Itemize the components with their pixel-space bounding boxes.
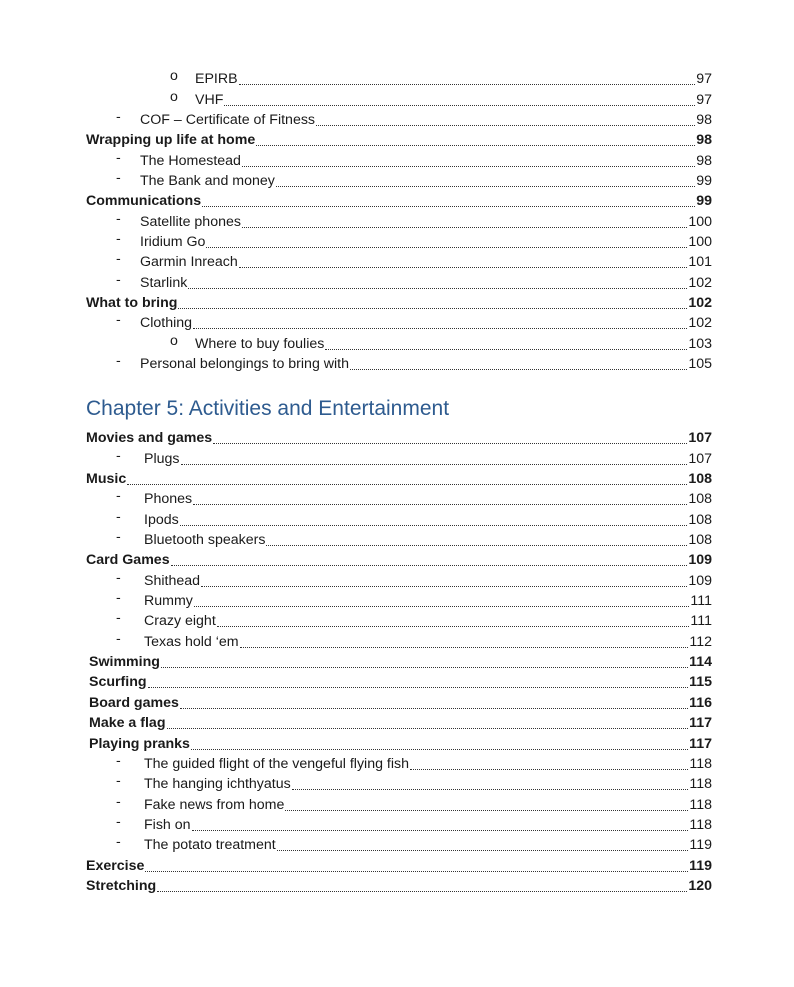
toc-entry-title: Clothing	[140, 315, 193, 332]
toc-dot-leader	[266, 544, 687, 546]
toc-entry-page-number: 118	[689, 816, 712, 833]
toc-entry[interactable]	[86, 88, 712, 108]
toc-entry[interactable]	[86, 549, 712, 569]
toc-dot-leader	[157, 890, 687, 892]
toc-entry-page-number: 107	[688, 430, 712, 447]
toc-dot-leader	[180, 707, 688, 709]
toc-entry-page-number: 108	[688, 471, 712, 488]
toc-block-chapter-5	[86, 427, 712, 895]
toc-dot-leader	[191, 748, 688, 750]
toc-dot-leader	[145, 870, 688, 872]
toc-entry-marker: -	[116, 630, 121, 647]
toc-dot-leader	[213, 442, 687, 444]
toc-entry[interactable]	[86, 332, 712, 352]
toc-entry-page-number: 101	[688, 254, 712, 271]
toc-entry-marker: -	[116, 529, 121, 546]
toc-entry[interactable]	[86, 447, 712, 467]
toc-entry[interactable]	[86, 569, 712, 589]
toc-entry-title: Board games	[89, 694, 179, 711]
toc-entry-title: The potato treatment	[144, 837, 276, 854]
toc-entry-title: Swimming	[89, 654, 160, 671]
toc-entry-page-number: 112	[689, 633, 712, 650]
toc-entry[interactable]	[86, 712, 712, 732]
toc-entry[interactable]	[86, 190, 712, 210]
toc-entry-title: Personal belongings to bring with	[140, 356, 350, 373]
toc-entry-marker: -	[116, 210, 121, 227]
toc-entry-marker: -	[116, 508, 121, 525]
toc-entry[interactable]	[86, 630, 712, 650]
toc-entry[interactable]	[86, 732, 712, 752]
toc-entry-page-number: 98	[696, 152, 712, 169]
toc-entry-page-number: 118	[689, 776, 712, 793]
toc-dot-leader	[240, 646, 689, 648]
toc-entry-title: Plugs	[144, 450, 180, 467]
toc-entry-marker: -	[116, 793, 121, 810]
toc-dot-leader	[325, 348, 687, 350]
toc-dot-leader	[256, 144, 695, 146]
toc-dot-leader	[148, 686, 689, 688]
toc-entry-marker: -	[116, 569, 121, 586]
toc-entry[interactable]	[86, 468, 712, 488]
toc-entry-title: Starlink	[140, 274, 188, 291]
toc-entry-title: VHF	[195, 91, 224, 108]
toc-entry-title: Playing pranks	[89, 735, 190, 752]
toc-dot-leader	[206, 246, 687, 248]
toc-entry-title: Rummy	[144, 593, 193, 610]
toc-entry[interactable]	[86, 854, 712, 874]
toc-entry-title: Card Games	[86, 552, 170, 569]
toc-entry-marker: -	[116, 231, 121, 248]
toc-entry[interactable]	[86, 427, 712, 447]
toc-entry-title: Scurfing	[89, 674, 147, 691]
toc-dot-leader	[188, 287, 687, 289]
toc-entry-title: What to bring	[86, 295, 178, 312]
toc-entry[interactable]	[86, 109, 712, 129]
toc-entry[interactable]	[86, 170, 712, 190]
toc-entry[interactable]	[86, 773, 712, 793]
toc-entry[interactable]	[86, 251, 712, 271]
toc-entry-page-number: 115	[689, 674, 712, 691]
toc-entry[interactable]	[86, 231, 712, 251]
toc-entry[interactable]	[86, 753, 712, 773]
toc-entry-marker: o	[170, 332, 178, 349]
toc-entry-page-number: 120	[688, 877, 712, 894]
toc-dot-leader	[178, 307, 687, 309]
toc-entry-marker: -	[116, 447, 121, 464]
toc-entry[interactable]	[86, 353, 712, 373]
toc-entry-title: Fake news from home	[144, 796, 285, 813]
toc-entry-title: Exercise	[86, 857, 145, 874]
toc-entry-marker: -	[116, 752, 121, 769]
toc-entry-marker: -	[116, 109, 121, 126]
toc-entry[interactable]	[86, 271, 712, 291]
toc-entry-page-number: 116	[689, 694, 712, 711]
toc-entry-page-number: 105	[688, 356, 712, 373]
toc-entry-title: Texas hold ‘em	[144, 633, 239, 650]
toc-entry[interactable]	[86, 129, 712, 149]
toc-entry-title: Movies and games	[86, 430, 213, 447]
toc-entry[interactable]	[86, 488, 712, 508]
toc-entry-marker: -	[116, 773, 121, 790]
toc-dot-leader	[316, 124, 695, 126]
toc-entry[interactable]	[86, 149, 712, 169]
toc-entry-marker: -	[116, 353, 121, 370]
toc-entry[interactable]	[86, 68, 712, 88]
toc-dot-leader	[181, 463, 688, 465]
toc-entry[interactable]	[86, 875, 712, 895]
toc-entry-page-number: 99	[696, 173, 712, 190]
toc-entry-title: Phones	[144, 491, 193, 508]
toc-dot-leader	[192, 829, 689, 831]
toc-dot-leader	[276, 185, 695, 187]
toc-entry-title: Ipods	[144, 511, 179, 528]
toc-dot-leader	[239, 83, 696, 85]
toc-entry-title: Fish on	[144, 816, 191, 833]
toc-entry-page-number: 102	[688, 315, 712, 332]
toc-entry-marker: -	[116, 170, 121, 187]
toc-dot-leader	[277, 849, 689, 851]
toc-dot-leader	[285, 809, 688, 811]
toc-entry-title: Crazy eight	[144, 613, 216, 630]
toc-entry-marker: -	[116, 610, 121, 627]
toc-entry-page-number: 114	[689, 654, 712, 671]
toc-dot-leader	[292, 788, 689, 790]
toc-entry-marker: -	[116, 813, 121, 830]
toc-entry-title: Garmin Inreach	[140, 254, 238, 271]
toc-dot-leader	[350, 368, 687, 370]
toc-entry-page-number: 118	[689, 796, 712, 813]
toc-dot-leader	[127, 483, 687, 485]
toc-entry[interactable]	[86, 312, 712, 332]
toc-entry[interactable]	[86, 691, 712, 711]
toc-entry-page-number: 118	[689, 755, 712, 772]
toc-entry-page-number: 98	[696, 112, 712, 129]
toc-entry-title: Music	[86, 471, 127, 488]
toc-entry-page-number: 108	[688, 532, 712, 549]
toc-dot-leader	[161, 666, 688, 668]
toc-entry-page-number: 109	[688, 572, 712, 589]
toc-entry-page-number: 100	[688, 234, 712, 251]
toc-entry-marker: -	[116, 149, 121, 166]
toc-entry-marker: o	[170, 68, 178, 85]
toc-dot-leader	[194, 605, 690, 607]
toc-entry-title: COF – Certificate of Fitness	[140, 112, 316, 129]
toc-entry-title: Stretching	[86, 877, 157, 894]
toc-dot-leader	[410, 768, 688, 770]
toc-entry-title: Where to buy foulies	[195, 335, 325, 352]
toc-dot-leader	[167, 727, 689, 729]
toc-entry-marker: -	[116, 251, 121, 268]
toc-entry-marker: -	[116, 590, 121, 607]
toc-entry-page-number: 108	[688, 511, 712, 528]
toc-entry-page-number: 117	[689, 735, 712, 752]
toc-entry[interactable]	[86, 210, 712, 230]
toc-entry-page-number: 107	[688, 450, 712, 467]
toc-dot-leader	[201, 585, 687, 587]
toc-entry-title: The hanging ichthyatus	[144, 776, 291, 793]
toc-entry-title: Iridium Go	[140, 234, 206, 251]
toc-entry[interactable]	[86, 590, 712, 610]
toc-entry-page-number: 99	[696, 193, 712, 210]
chapter-heading: Chapter 5: Activities and Entertainment	[86, 397, 450, 420]
toc-entry-page-number: 111	[690, 613, 712, 630]
toc-entry[interactable]	[86, 814, 712, 834]
toc-entry-page-number: 97	[696, 91, 712, 108]
toc-dot-leader	[202, 205, 695, 207]
toc-dot-leader	[180, 524, 688, 526]
toc-entry-page-number: 98	[696, 132, 712, 149]
toc-entry[interactable]	[86, 793, 712, 813]
toc-entry-title: Make a flag	[89, 715, 166, 732]
toc-entry-title: The Homestead	[140, 152, 241, 169]
toc-dot-leader	[242, 226, 687, 228]
toc-entry-title: EPIRB	[195, 71, 238, 88]
toc-entry[interactable]	[86, 292, 712, 312]
toc-entry[interactable]	[86, 651, 712, 671]
toc-entry-marker: -	[116, 271, 121, 288]
toc-entry-title: Communications	[86, 193, 202, 210]
toc-entry-title: The guided flight of the vengeful flying fish	[144, 755, 410, 772]
toc-entry-page-number: 108	[688, 491, 712, 508]
toc-entry-title: The Bank and money	[140, 173, 275, 190]
toc-dot-leader	[193, 327, 687, 329]
toc-entry-marker: -	[116, 488, 121, 505]
toc-entry-page-number: 119	[689, 857, 712, 874]
toc-entry-title: Bluetooth speakers	[144, 532, 266, 549]
toc-entry-page-number: 119	[689, 837, 712, 854]
toc-entry-marker: -	[116, 834, 121, 851]
toc-entry-page-number: 103	[688, 335, 712, 352]
toc-entry[interactable]	[86, 529, 712, 549]
toc-entry-page-number: 111	[690, 593, 712, 610]
toc-dot-leader	[239, 266, 688, 268]
toc-entry-page-number: 97	[696, 71, 712, 88]
toc-entry-page-number: 109	[688, 552, 712, 569]
toc-block-chapter-4	[86, 68, 712, 373]
toc-entry[interactable]	[86, 610, 712, 630]
toc-entry-marker: o	[170, 88, 178, 105]
toc-entry-title: Shithead	[144, 572, 201, 589]
toc-dot-leader	[217, 625, 690, 627]
toc-entry-page-number: 117	[689, 715, 712, 732]
toc-entry-title: Wrapping up life at home	[86, 132, 256, 149]
toc-entry-page-number: 102	[688, 274, 712, 291]
toc-dot-leader	[224, 104, 695, 106]
toc-entry-page-number: 100	[688, 213, 712, 230]
toc-entry-marker: -	[116, 312, 121, 329]
toc-dot-leader	[171, 564, 688, 566]
toc-dot-leader	[242, 165, 695, 167]
toc-entry[interactable]	[86, 834, 712, 854]
toc-entry-title: Satellite phones	[140, 213, 241, 230]
toc-entry-page-number: 102	[688, 295, 712, 312]
toc-entry[interactable]	[86, 671, 712, 691]
toc-entry[interactable]	[86, 508, 712, 528]
toc-dot-leader	[193, 503, 687, 505]
